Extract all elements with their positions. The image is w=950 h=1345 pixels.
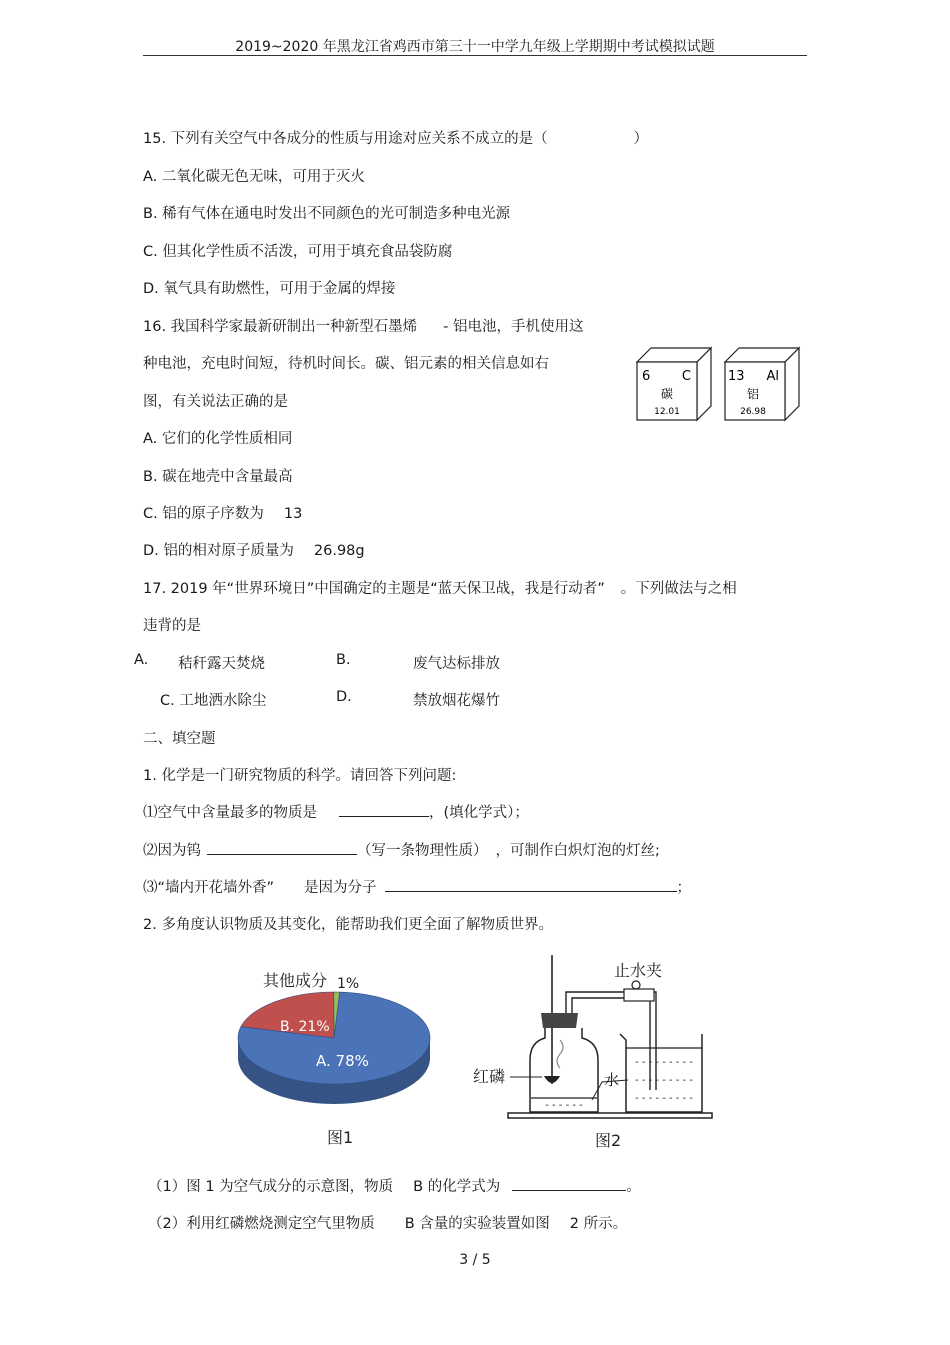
q15-stem-text: 15. 下列有关空气中各成分的性质与用途对应关系不成立的是（ — [143, 131, 548, 147]
figure1-caption: 图1 — [327, 1128, 354, 1147]
carbon-element-cell — [637, 348, 711, 420]
q16-option-d-value: 26.98g — [313, 543, 365, 559]
q17-option-c: C. 工地洒水除尘 — [160, 693, 267, 709]
s2-q2-sub2-c: 2 所示。 — [569, 1216, 628, 1232]
s2-q1-part3-b: 是因为分子 — [304, 880, 377, 896]
q15-option-d: D. 氧气具有助燃性，可用于金属的焊接 — [143, 281, 396, 297]
s2-q2-sub2-a: （2）利用红磷燃烧测定空气里物质 — [148, 1216, 375, 1232]
phosphorus-spoon — [544, 1076, 560, 1083]
s2-q1-stem: 1. 化学是一门研究物质的科学。请回答下列问题: — [143, 768, 457, 784]
figure1-pie-chart — [230, 958, 445, 1154]
answer-blank-3[interactable] — [385, 877, 677, 892]
q16-line1-b: - 铝电池，手机使用这 — [443, 319, 584, 335]
figure2-apparatus — [468, 950, 718, 1155]
q17-stem-line2: 违背的是 — [143, 618, 201, 634]
element-cells-figure — [633, 344, 805, 424]
q16-option-c-value: 13 — [283, 506, 303, 522]
pie-group — [238, 992, 430, 1104]
base-plate — [508, 1113, 712, 1118]
header-rule — [143, 55, 807, 56]
answer-blank-1[interactable] — [339, 802, 429, 817]
aluminum-symbol: Al — [766, 369, 779, 384]
s2-q2-sub1-a: （1）图 1 为空气成分的示意图，物质 — [148, 1179, 394, 1195]
s2-q2-stem: 2. 多角度认识物质及其变化，能帮助我们更全面了解物质世界。 — [143, 917, 553, 933]
carbon-name: 碳 — [660, 387, 674, 401]
q17-line1-a: 17. 2019 年“世界环境日”中国确定的主题是“蓝天保卫战，我是行动者” — [143, 581, 605, 597]
q17-line1-b: 。下列做法与之相 — [620, 581, 737, 597]
q15-stem-end: ） — [633, 131, 649, 147]
aluminum-name: 铝 — [746, 387, 760, 401]
carbon-number: 6 — [642, 369, 651, 384]
s2-q2-sub2 — [148, 1212, 627, 1233]
answer-blank-4[interactable] — [512, 1176, 626, 1191]
flame-icon — [557, 1040, 563, 1068]
s2-q1-part2-b: （写一条物理性质） — [357, 843, 488, 859]
q16-stem-line3: 图，有关说法正确的是 — [143, 394, 288, 410]
q15-option-c: C. 但其化学性质不活泼，可用于填充食品袋防腐 — [143, 244, 453, 260]
water-label: 水 — [604, 1071, 620, 1089]
s2-q1-part3-a: ⑶“墙内开花墙外香” — [143, 880, 275, 896]
section2-title: 二、填空题 — [143, 731, 216, 747]
phosphorus-label: 红磷 — [473, 1067, 506, 1086]
q16-stem-line1 — [143, 315, 584, 336]
pie-label-others: 其他成分 — [263, 971, 328, 990]
q17-option-a-text: 秸秆露天焚烧 — [178, 656, 265, 672]
q16-option-d — [143, 539, 365, 560]
s2-q1-part1-a: ⑴空气中含量最多的物质是 — [143, 805, 317, 821]
q17-option-d-text: 禁放烟花爆竹 — [413, 693, 500, 709]
figure2-caption: 图2 — [595, 1131, 622, 1150]
page-number: 3 / 5 — [459, 1252, 491, 1268]
q16-option-a: A. 它们的化学性质相同 — [143, 431, 293, 447]
q17-option-b-text: 废气达标排放 — [413, 656, 500, 672]
pie-label-a: A. 78% — [316, 1052, 369, 1070]
s2-q2-sub1 — [148, 1175, 641, 1196]
s2-q1-part1 — [143, 801, 529, 822]
s2-q1-part2-a: ⑵因为钨 — [143, 843, 201, 859]
q15-option-a: A. 二氧化碳无色无味，可用于灭火 — [143, 169, 365, 185]
clamp-label: 止水夹 — [614, 961, 663, 980]
q16-line1-a: 16. 我国科学家最新研制出一种新型石墨烯 — [143, 319, 418, 335]
clamp-screw-icon — [632, 981, 640, 989]
page-header: 2019~2020 年黑龙江省鸡西市第三十一中学九年级上学期期中考试模拟试题 — [235, 39, 715, 55]
q16-option-c — [143, 502, 302, 523]
answer-blank-2[interactable] — [207, 840, 357, 855]
q16-option-b: B. 碳在地壳中含量最高 — [143, 469, 293, 485]
s2-q1-part3 — [143, 876, 691, 897]
q15-option-b: B. 稀有气体在通电时发出不同颜色的光可制造多种电光源 — [143, 206, 511, 222]
carbon-symbol: C — [681, 369, 691, 384]
s2-q1-part1-b: ，(填化学式）； — [429, 805, 529, 821]
q16-stem-line2: 种电池，充电时间短，待机时间长。碳、铝元素的相关信息如右 — [143, 356, 549, 372]
beaker-water-marks-1: - - - - - - - - - — [635, 1057, 693, 1068]
aluminum-mass: 26.98 — [740, 407, 766, 417]
aluminum-number: 13 — [728, 369, 745, 384]
pie-label-others-pct: 1% — [337, 976, 360, 992]
q16-option-d-text: D. 铝的相对原子质量为 — [143, 543, 294, 559]
q17-option-a-label: A. — [134, 652, 149, 668]
q16-option-c-text: C. 铝的原子序数为 — [143, 506, 264, 522]
q17-stem-line1 — [143, 577, 737, 598]
s2-q2-sub1-b: B 的化学式为 — [413, 1179, 501, 1195]
beaker-water-marks-3: - - - - - - - - - — [635, 1093, 693, 1104]
aluminum-element-cell — [725, 348, 799, 420]
pie-label-b: B. 21% — [280, 1019, 330, 1035]
s2-q2-sub1-c: 。 — [626, 1179, 641, 1195]
stopper — [541, 1013, 578, 1028]
s2-q1-part2 — [143, 839, 660, 860]
q17-option-d-label: D. — [336, 689, 352, 705]
clamp-icon — [624, 989, 654, 1001]
s2-q1-part3-c: ； — [676, 880, 692, 896]
beaker-water-marks-2: - - - - - - - - - — [635, 1075, 693, 1086]
s2-q1-part2-c: ，可制作白炽灯泡的灯丝; — [495, 843, 660, 859]
carbon-mass: 12.01 — [654, 407, 680, 417]
s2-q2-sub2-b: B 含量的实验装置如图 — [404, 1216, 550, 1232]
q17-option-b-label: B. — [336, 652, 351, 668]
bottle-water-marks: - - - - - - — [545, 1100, 583, 1111]
q15-stem — [143, 127, 648, 148]
